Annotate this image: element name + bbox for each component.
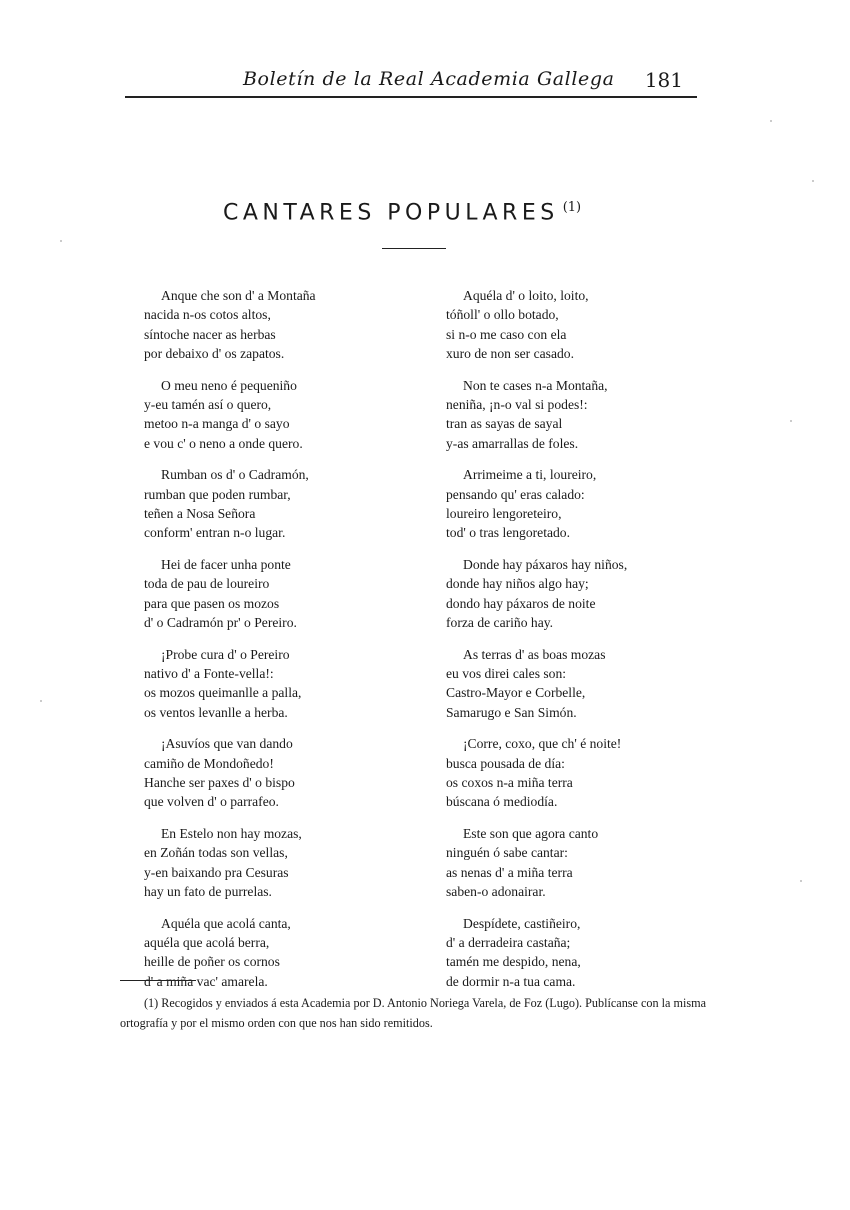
title-footnote-marker: (1) — [562, 200, 582, 215]
verse-line: Donde hay páxaros hay niños, — [463, 557, 628, 573]
verse-line: Aquéla que acolá canta, — [161, 915, 291, 931]
verse-line: hay un fato de purrelas. — [144, 884, 272, 900]
verse-line: d' a derradeira castaña; — [446, 935, 571, 951]
stanza — [144, 734, 444, 811]
verse-line: conform' entran n-o lugar. — [144, 525, 286, 541]
verse-line: heille de poñer os cornos — [144, 954, 280, 970]
verse-line: O meu neno é pequeniño — [161, 377, 297, 393]
verse-line: de dormir n-a tua cama. — [446, 973, 576, 989]
footnote-divider — [120, 980, 196, 981]
stanza — [446, 734, 746, 811]
verse-line: os mozos queimanlle a palla, — [144, 685, 302, 701]
verse-line: as nenas d' a miña terra — [446, 864, 573, 880]
verse-line: eu vos direi cales son: — [446, 666, 567, 682]
verse-line: Non te cases n-a Montaña, — [463, 377, 608, 393]
title-divider — [382, 248, 446, 249]
verse-line: Arrimeime a ti, loureiro, — [463, 467, 597, 483]
scan-speck — [40, 700, 42, 702]
verse-line: Despídete, castiñeiro, — [463, 915, 581, 931]
stanza — [446, 824, 746, 901]
verse-line: y-as amarrallas de foles. — [446, 435, 579, 451]
poem-column-right — [446, 286, 746, 1004]
verse-line: nativo d' a Fonte-vella!: — [144, 666, 274, 682]
verse-line: síntoche nacer as herbas — [144, 326, 276, 342]
verse-line: os coxos n-a miña terra — [446, 775, 573, 791]
verse-line: nacida n-os cotos altos, — [144, 307, 271, 323]
stanza — [446, 914, 746, 991]
verse-line: tran as sayas de sayal — [446, 416, 563, 432]
verse-line: tod' o tras lengoretado. — [446, 525, 571, 541]
verse-line: ¡Probe cura d' o Pereiro — [161, 646, 290, 662]
journal-title: Boletín de la Real Academia Gallega — [243, 68, 615, 90]
scan-speck — [790, 420, 792, 422]
verse-line: Castro-Mayor e Corbelle, — [446, 685, 586, 701]
verse-line: en Zoñán todas son vellas, — [144, 845, 288, 861]
verse-line: neniña, ¡n-o val si podes!: — [446, 396, 588, 412]
verse-line: Anque che son d' a Montaña — [161, 288, 316, 303]
stanza — [144, 645, 444, 722]
verse-line: d' o Cadramón pr' o Pereiro. — [144, 614, 297, 630]
page-number: 181 — [644, 68, 683, 92]
verse-line: ninguén ó sabe cantar: — [446, 845, 568, 861]
verse-line: pensando qu' eras calado: — [446, 486, 585, 502]
verse-line: para que pasen os mozos — [144, 595, 280, 611]
article-title — [223, 200, 581, 225]
verse-line: búscana ó mediodía. — [446, 794, 558, 810]
verse-line: y-en baixando pra Cesuras — [144, 864, 289, 880]
stanza — [446, 555, 746, 632]
verse-line: Este son que agora canto — [463, 826, 599, 842]
stanza — [144, 286, 444, 363]
verse-line: ¡Asuvíos que van dando — [161, 736, 293, 752]
article-title-text: CANTARES POPULARES — [223, 200, 559, 226]
verse-line: En Estelo non hay mozas, — [161, 826, 302, 842]
stanza — [446, 465, 746, 542]
verse-line: Samarugo e San Simón. — [446, 704, 577, 720]
verse-line: dondo hay páxaros de noite — [446, 595, 596, 611]
verse-line: tamén me despido, nena, — [446, 954, 581, 970]
poem-column-left — [144, 286, 444, 1004]
verse-line: camiño de Mondoñedo! — [144, 755, 274, 771]
verse-line: donde hay niños algo hay; — [446, 576, 589, 592]
scan-speck — [770, 120, 772, 122]
verse-line: metoo n-a manga d' o sayo — [144, 416, 290, 432]
scan-speck — [812, 180, 814, 182]
verse-line: teñen a Nosa Señora — [144, 505, 256, 521]
verse-line: xuro de non ser casado. — [446, 345, 574, 361]
stanza — [144, 376, 444, 453]
verse-line: toda de pau de loureiro — [144, 576, 270, 592]
stanza — [446, 376, 746, 453]
verse-line: Aquéla d' o loito, loito, — [463, 288, 589, 303]
scan-speck — [60, 240, 62, 242]
verse-line: forza de cariño hay. — [446, 614, 554, 630]
stanza — [144, 824, 444, 901]
verse-line: e vou c' o neno a onde quero. — [144, 435, 303, 451]
stanza — [446, 645, 746, 722]
stanza — [144, 555, 444, 632]
verse-line: rumban que poden rumbar, — [144, 486, 291, 502]
verse-line: que volven d' o parrafeo. — [144, 794, 279, 810]
verse-line: tóñoll' o ollo botado, — [446, 307, 559, 323]
scan-speck — [800, 880, 802, 882]
stanza — [144, 465, 444, 542]
verse-line: ¡Corre, coxo, que ch' é noite! — [463, 736, 622, 752]
running-header — [125, 66, 697, 98]
verse-line: d' a miña vac' amarela. — [144, 973, 268, 989]
stanza — [446, 286, 746, 363]
verse-line: os ventos levanlle a herba. — [144, 704, 288, 720]
verse-line: por debaixo d' os zapatos. — [144, 345, 285, 361]
verse-line: y-eu tamén así o quero, — [144, 396, 272, 412]
verse-line: si n-o me caso con ela — [446, 326, 567, 342]
verse-line: loureiro lengoreteiro, — [446, 505, 562, 521]
verse-line: As terras d' as boas mozas — [463, 646, 606, 662]
verse-line: busca pousada de día: — [446, 755, 565, 771]
verse-line: Hanche ser paxes d' o bispo — [144, 775, 295, 791]
verse-line: Hei de facer unha ponte — [161, 557, 291, 573]
verse-line: aquéla que acolá berra, — [144, 935, 270, 951]
footnote: (1) Recogidos y enviados á esta Academia por D. Antonio Noriega Varela, de Foz (Lugo). Publícanse con la misma ortografía y por el mismo orden con que nos han sido remitidos. — [120, 996, 706, 1030]
verse-line: saben-o adonairar. — [446, 884, 546, 900]
verse-line: Rumban os d' o Cadramón, — [161, 467, 309, 483]
